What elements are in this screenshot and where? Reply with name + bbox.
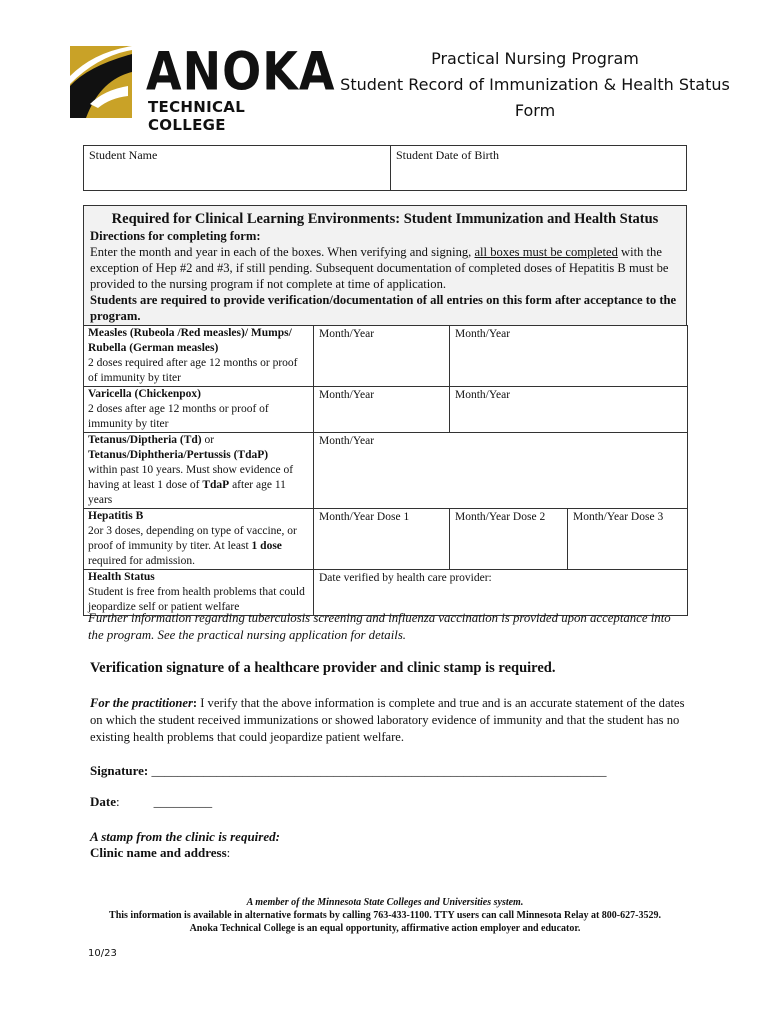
signature-label: Signature: <box>90 763 152 778</box>
table-row <box>84 509 688 570</box>
directions-text <box>84 228 686 324</box>
tetanus-desc-a: within past 10 years. Must show evidence of having at least 1 dose of <box>88 464 294 491</box>
student-name-label: Student Name <box>89 148 158 162</box>
practitioner-label: For the practitioner <box>90 696 193 710</box>
directions-underlined: all boxes must be completed <box>474 245 618 259</box>
practitioner-statement <box>90 695 690 746</box>
footer-line-2: This information is available in alternative formats by calling 763-433-1100. TTY users can call Minnesota Relay at 800-627-3529. <box>109 910 661 921</box>
signature-field[interactable] <box>90 763 607 779</box>
dose-label: Month/Year Dose 2 <box>455 511 546 523</box>
table-row <box>84 570 688 616</box>
clinic-name-label: Clinic name and address <box>90 845 227 860</box>
logo-name: ANOKA <box>146 40 336 103</box>
colon: : <box>226 845 231 860</box>
varicella-date-2[interactable] <box>450 387 688 433</box>
title-line-1: Practical Nursing Program <box>431 49 639 68</box>
hepatitis-label <box>84 509 314 570</box>
measles-name: Measles (Rubeola /Red measles)/ Mumps/ Rubella (German measles) <box>88 327 292 354</box>
directions-part-b: with the exception of Hep #2 and #3, if still pending. Subsequent documentation of completed doses of Hepatitis B must be provided to the nursing program if not complete at time of application. <box>90 245 669 291</box>
requirements-section <box>83 205 687 325</box>
student-name-field[interactable] <box>84 146 391 191</box>
required-note: Students are required to provide verification/documentation of all entries on this form after acceptance to the program. <box>90 293 677 323</box>
hepatitis-desc-b: required for admission. <box>88 555 195 567</box>
tetanus-name-a: Tetanus/Diptheria (Td) <box>88 434 202 446</box>
table-row <box>84 387 688 433</box>
verification-heading: Verification signature of a healthcare provider and clinic stamp is required. <box>90 660 556 676</box>
month-year-label: Month/Year <box>319 435 375 447</box>
varicella-name: Varicella (Chickenpox) <box>88 388 201 400</box>
revision-date: 10/23 <box>88 948 117 959</box>
measles-label <box>84 326 314 387</box>
month-year-label: Month/Year <box>319 389 375 401</box>
immunization-table <box>83 325 688 616</box>
date-verified-label: Date verified by health care provider: <box>319 572 492 584</box>
dose-label: Month/Year Dose 1 <box>319 511 410 523</box>
measles-date-2[interactable] <box>450 326 688 387</box>
month-year-label: Month/Year <box>455 389 511 401</box>
directions-part-a: Enter the month and year in each of the boxes. When verifying and signing, <box>90 245 475 259</box>
health-status-name: Health Status <box>88 571 155 583</box>
tetanus-name-b: Tetanus/Diphtheria/Pertussis (TdaP) <box>88 449 269 461</box>
further-info-note: Further information regarding tuberculosis screening and influenza vaccination is provided upon acceptance into the program. See the practical nursing application for details. <box>88 611 671 642</box>
hepatitis-desc-a: 2or 3 doses, depending on type of vaccine, or proof of immunity by titer. At least <box>88 525 297 552</box>
clinic-stamp-area <box>90 829 280 861</box>
tetanus-desc-bold: TdaP <box>202 479 230 491</box>
logo-subtitle: TECHNICAL COLLEGE <box>148 98 246 134</box>
signature-line: ______________________________________________________________________ <box>151 763 607 778</box>
hepatitis-dose-3[interactable] <box>568 509 688 570</box>
stamp-required-label: A stamp from the clinic is required: <box>90 829 280 844</box>
college-logo <box>70 40 336 134</box>
title-line-2: Student Record of Immunization & Health Status <box>340 75 730 94</box>
hepatitis-dose-1[interactable] <box>314 509 450 570</box>
tetanus-label <box>84 433 314 509</box>
colon: : <box>116 794 120 809</box>
form-title <box>320 46 750 124</box>
colon: : <box>192 696 198 710</box>
tetanus-or: or <box>201 434 215 446</box>
hepatitis-desc-bold: 1 dose <box>251 540 282 552</box>
section-heading: Required for Clinical Learning Environments: Student Immunization and Health Status <box>111 211 659 227</box>
varicella-label <box>84 387 314 433</box>
student-dob-label: Student Date of Birth <box>396 148 499 162</box>
health-status-label <box>84 570 314 616</box>
table-row <box>84 433 688 509</box>
varicella-desc: 2 doses after age 12 months or proof of immunity by titer <box>88 403 269 430</box>
measles-date-1[interactable] <box>314 326 450 387</box>
health-status-desc: Student is free from health problems that could jeopardize self or patient welfare <box>88 586 305 613</box>
tetanus-desc-b: after age 11 years <box>88 479 286 506</box>
dose-label: Month/Year Dose 3 <box>573 511 664 523</box>
health-verified-date[interactable] <box>314 570 688 616</box>
footer <box>85 896 685 935</box>
directions-label: Directions for completing form: <box>90 229 261 243</box>
month-year-label: Month/Year <box>455 328 511 340</box>
practitioner-text: I verify that the above information is complete and true and is an accurate statement of the dates on which the student received immunizations or showed laboratory evidence of immunity and that the student has no existing health problems that could jeopardize patient welfare. <box>90 696 685 744</box>
date-line: _________ <box>153 794 213 809</box>
varicella-date-1[interactable] <box>314 387 450 433</box>
title-line-3: Form <box>514 101 556 120</box>
student-dob-field[interactable] <box>391 146 687 191</box>
logo-mark-icon <box>70 46 132 118</box>
date-field[interactable] <box>90 794 212 810</box>
month-year-label: Month/Year <box>319 328 375 340</box>
tetanus-date[interactable] <box>314 433 688 509</box>
date-label: Date <box>90 794 116 809</box>
footer-line-1: A member of the Minnesota State Colleges and Universities system. <box>246 897 524 908</box>
measles-desc: 2 doses required after age 12 months or proof of immunity by titer <box>88 357 298 384</box>
table-row <box>84 326 688 387</box>
hepatitis-dose-2[interactable] <box>450 509 568 570</box>
hepatitis-name: Hepatitis B <box>88 510 144 522</box>
student-info-table <box>83 145 687 191</box>
footer-line-3: Anoka Technical College is an equal opportunity, affirmative action employer and educator. <box>189 923 581 934</box>
